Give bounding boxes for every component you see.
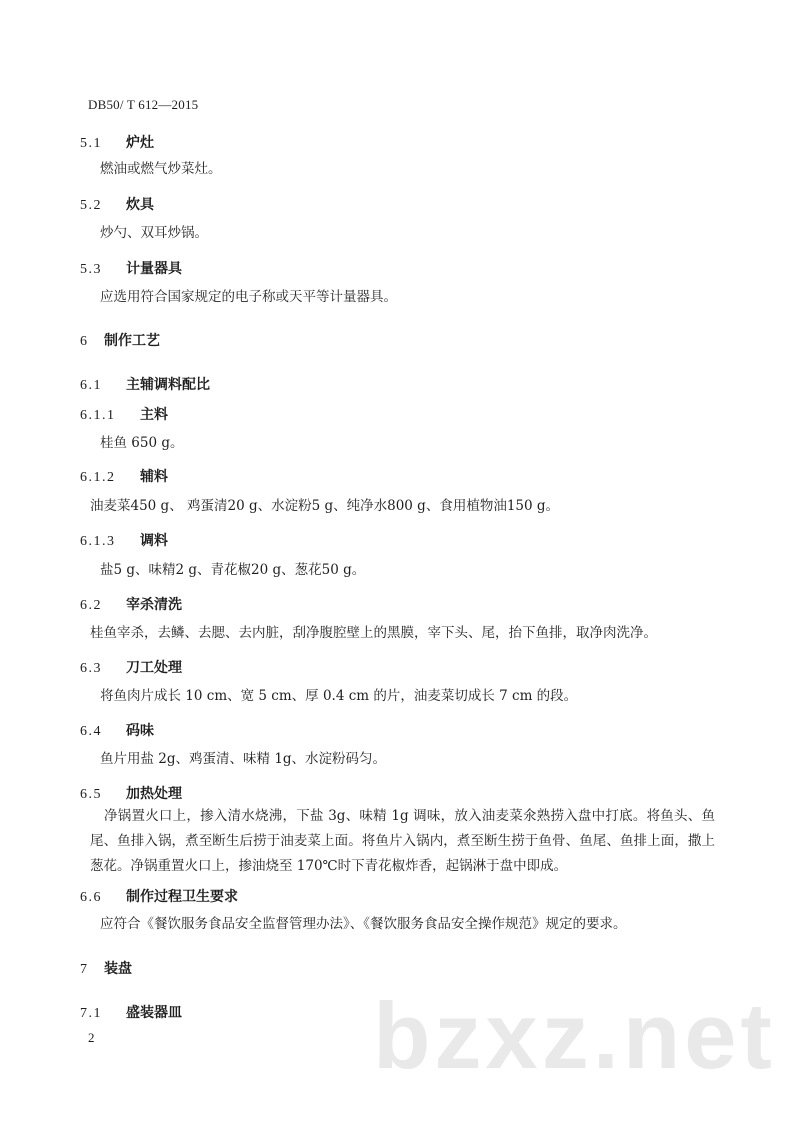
page-number: 2 (88, 1030, 95, 1045)
section-title: 辅料 (140, 469, 168, 485)
section-number: 6.1.1 (80, 408, 116, 423)
section-title: 制作过程卫生要求 (126, 889, 238, 905)
section-heading-6-5 (80, 783, 182, 803)
standard-code-header: DB50/ T 612—2015 (88, 97, 199, 112)
section-heading-7-1 (80, 1002, 182, 1022)
section-number: 5.1 (80, 136, 102, 151)
paragraph-heating: 净锅置火口上，掺入清水烧沸，下盐 3g、味精 1g 调味，放入油麦菜氽熟捞入盘中打底。将鱼头、鱼尾、鱼排入锅，煮至断生后捞于油麦菜上面。将鱼片入锅内，煮至断生捞于鱼骨、鱼尾、鱼排上面，撒上葱花。净锅重置火口上，掺油烧至 170℃时下青花椒炸香，起锅淋于盘中即成。 (90, 808, 715, 874)
section-title: 加热处理 (126, 786, 182, 802)
section-heading-6 (80, 330, 160, 350)
section-title: 主辅调料配比 (126, 377, 210, 393)
section-number: 6.1.2 (80, 470, 116, 485)
section-number: 5.2 (80, 198, 102, 213)
section-heading-7 (80, 958, 132, 978)
section-number: 6.6 (80, 890, 102, 905)
section-number: 6.1.3 (80, 534, 116, 549)
paragraph-hygiene: 应符合《餐饮服务食品安全监督管理办法》、《餐饮服务食品安全操作规范》规定的要求。 (100, 916, 627, 932)
section-number: 6.3 (80, 661, 102, 676)
paragraph-cutting: 将鱼肉片成长 10 cm、宽 5 cm、厚 0.4 cm 的片，油麦菜切成长 7 cm 的段。 (100, 688, 578, 704)
paragraph-seasoning: 盐5 g、味精2 g、青花椒20 g、葱花50 g。 (100, 562, 366, 578)
section-heading-5-2 (80, 194, 154, 214)
section-title: 盛装器皿 (126, 1005, 182, 1021)
section-number: 6.5 (80, 787, 102, 802)
section-number: 6.1 (80, 378, 102, 393)
section-number: 6.2 (80, 598, 102, 613)
section-heading-6-1-1 (80, 404, 168, 424)
section-title: 调料 (140, 533, 168, 549)
paragraph-slaughter: 桂鱼宰杀，去鳞、去腮、去内脏，刮净腹腔壁上的黑膜，宰下头、尾，抬下鱼排，取净肉洗净。 (90, 625, 657, 641)
section-number: 7.1 (80, 1006, 102, 1021)
paragraph-cookware: 炒勺、双耳炒锅。 (100, 225, 208, 241)
paragraph-stove: 燃油或燃气炒菜灶。 (100, 161, 222, 177)
section-title: 主料 (140, 407, 168, 423)
paragraph-auxiliary: 油麦菜450 g、 鸡蛋清20 g、水淀粉5 g、纯净水800 g、食用植物油150 g。 (90, 498, 560, 514)
section-heading-6-1 (80, 374, 210, 394)
section-heading-6-1-3 (80, 530, 168, 550)
section-title: 炊具 (126, 197, 154, 213)
section-title: 计量器具 (126, 261, 182, 277)
section-title: 码味 (126, 723, 154, 739)
section-number: 5.3 (80, 262, 102, 277)
section-heading-5-1 (80, 132, 154, 152)
section-title: 装盘 (104, 961, 132, 977)
section-title: 宰杀清洗 (126, 597, 182, 613)
section-heading-5-3 (80, 258, 182, 278)
section-heading-6-3 (80, 657, 182, 677)
section-title: 制作工艺 (104, 333, 160, 349)
section-heading-6-2 (80, 594, 182, 614)
paragraph-measuring: 应选用符合国家规定的电子称或天平等计量器具。 (100, 289, 397, 305)
section-number: 7 (80, 962, 89, 977)
section-number: 6 (80, 334, 89, 349)
site-watermark: bzxz.net (373, 983, 776, 1088)
paragraph-main-ingredient: 桂鱼 650 g。 (100, 435, 184, 451)
paragraph-marinate: 鱼片用盐 2g、鸡蛋清、味精 1g、水淀粉码匀。 (100, 751, 387, 767)
section-heading-6-6 (80, 886, 238, 906)
section-title: 刀工处理 (126, 660, 182, 676)
section-heading-6-4 (80, 720, 154, 740)
section-number: 6.4 (80, 724, 102, 739)
section-heading-6-1-2 (80, 466, 168, 486)
section-title: 炉灶 (126, 135, 154, 151)
